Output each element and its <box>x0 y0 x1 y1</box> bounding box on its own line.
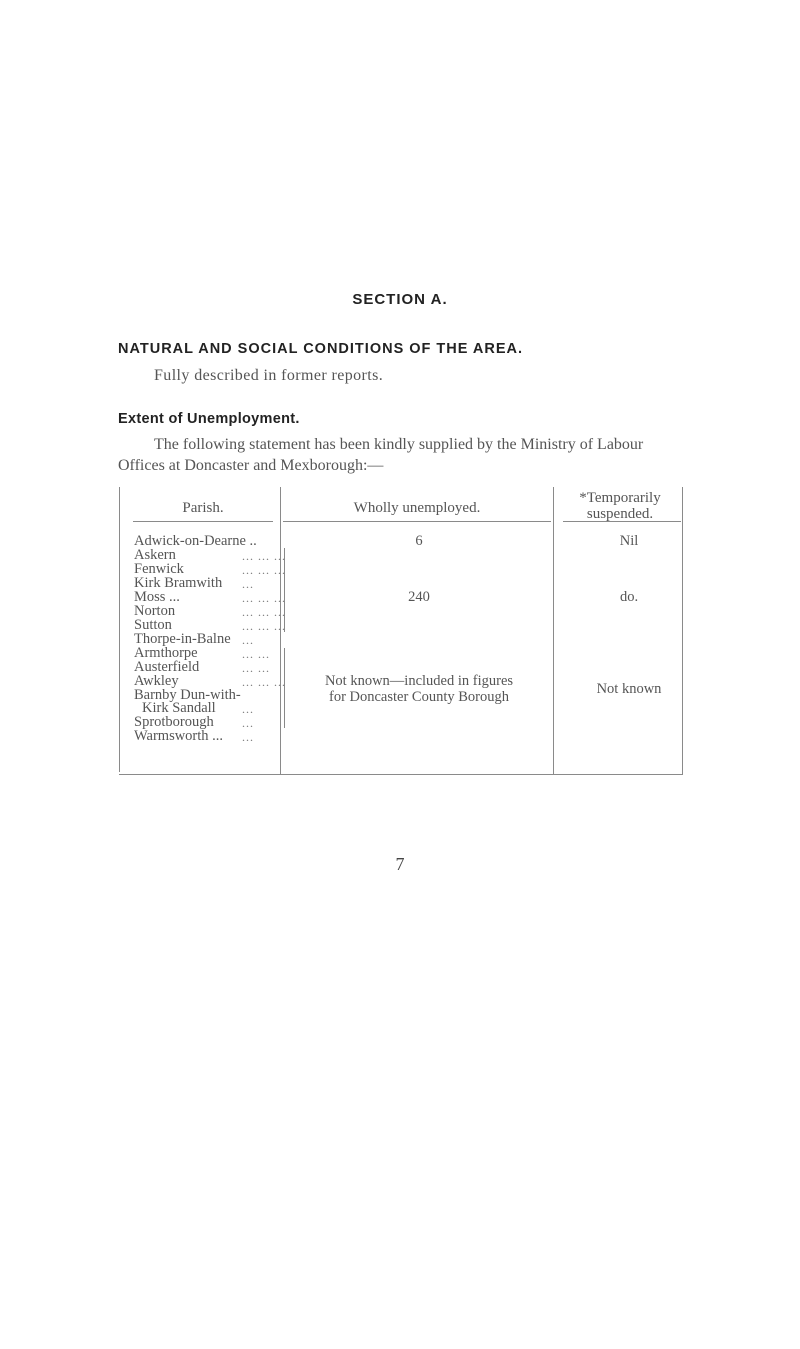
leader-dots: ... <box>242 577 254 591</box>
parish-name: Adwick-on-Dearne .. <box>134 533 257 549</box>
parish-name: Barnby Dun-with- <box>134 687 241 703</box>
parish-name: Sprotborough <box>134 714 214 730</box>
parish-name: Askern <box>134 547 176 563</box>
parish-name: Awkley <box>134 673 179 689</box>
leader-dots: ... ... ... <box>242 591 286 605</box>
parish-name: Norton <box>134 603 176 619</box>
section-title: SECTION A. <box>352 291 448 308</box>
leader-dots: ... ... ... <box>242 563 286 577</box>
parish-name: Moss ... <box>134 589 180 605</box>
group-brace <box>284 548 287 632</box>
leader-dots: ... <box>242 716 254 730</box>
page-number: 7 <box>395 854 405 874</box>
parish-name: Sutton <box>134 617 172 633</box>
parish-name: Fenwick <box>134 561 184 577</box>
group-brace <box>284 648 287 728</box>
parish-name: Kirk Bramwith <box>134 575 223 591</box>
wholly-value: 240 <box>408 589 430 605</box>
leader-dots: ... ... ... <box>242 549 286 563</box>
table-bottom-rule <box>119 774 683 775</box>
parish-name: Thorpe-in-Balne <box>134 631 231 647</box>
parish-name: Kirk Sandall <box>142 700 216 716</box>
parish-name: Armthorpe <box>134 645 198 661</box>
leader-dots: ... ... <box>242 661 270 675</box>
leader-dots: ... <box>242 633 254 647</box>
col-header-wholly: Wholly unemployed. <box>353 500 481 516</box>
leader-dots: ... <box>242 730 254 744</box>
temporarily-value: Nil <box>619 533 639 549</box>
leader-dots: ... ... ... <box>242 675 286 689</box>
parish-name: Warmsworth ... <box>134 728 224 744</box>
extent-heading: Extent of Unemployment. <box>118 411 300 427</box>
subheading: Fully described in former reports. <box>154 367 384 384</box>
table-right-border <box>682 487 683 775</box>
col-header-parish: Parish. <box>182 500 224 516</box>
wholly-value: for Doncaster County Borough <box>328 689 509 705</box>
col-header-temporarily <box>556 490 684 522</box>
intro-paragraph: The following statement has been kindly supplied by the Ministry of Labour Offices at Doncaster and Mexborough:— <box>118 436 644 474</box>
wholly-value: 6 <box>415 533 423 549</box>
col-header-temporarily-line1: *Temporarily <box>579 490 661 506</box>
parish-name: Austerfield <box>134 659 200 675</box>
temporarily-value: do. <box>619 589 639 605</box>
main-heading: NATURAL AND SOCIAL CONDITIONS OF THE AREA. <box>118 341 524 357</box>
leader-dots: ... ... <box>242 647 270 661</box>
leader-dots: ... ... ... <box>242 619 286 633</box>
header-rule-1 <box>133 521 273 522</box>
wholly-value: Not known—included in figures <box>324 673 514 689</box>
leader-dots: ... ... ... <box>242 605 286 619</box>
temporarily-value: Not known <box>596 681 662 697</box>
table-col-divider-2 <box>553 487 554 775</box>
header-rule-2 <box>283 521 551 522</box>
table-left-border <box>119 487 120 772</box>
leader-dots: ... <box>242 702 254 716</box>
col-header-temporarily-line2: suspended. <box>586 506 654 522</box>
